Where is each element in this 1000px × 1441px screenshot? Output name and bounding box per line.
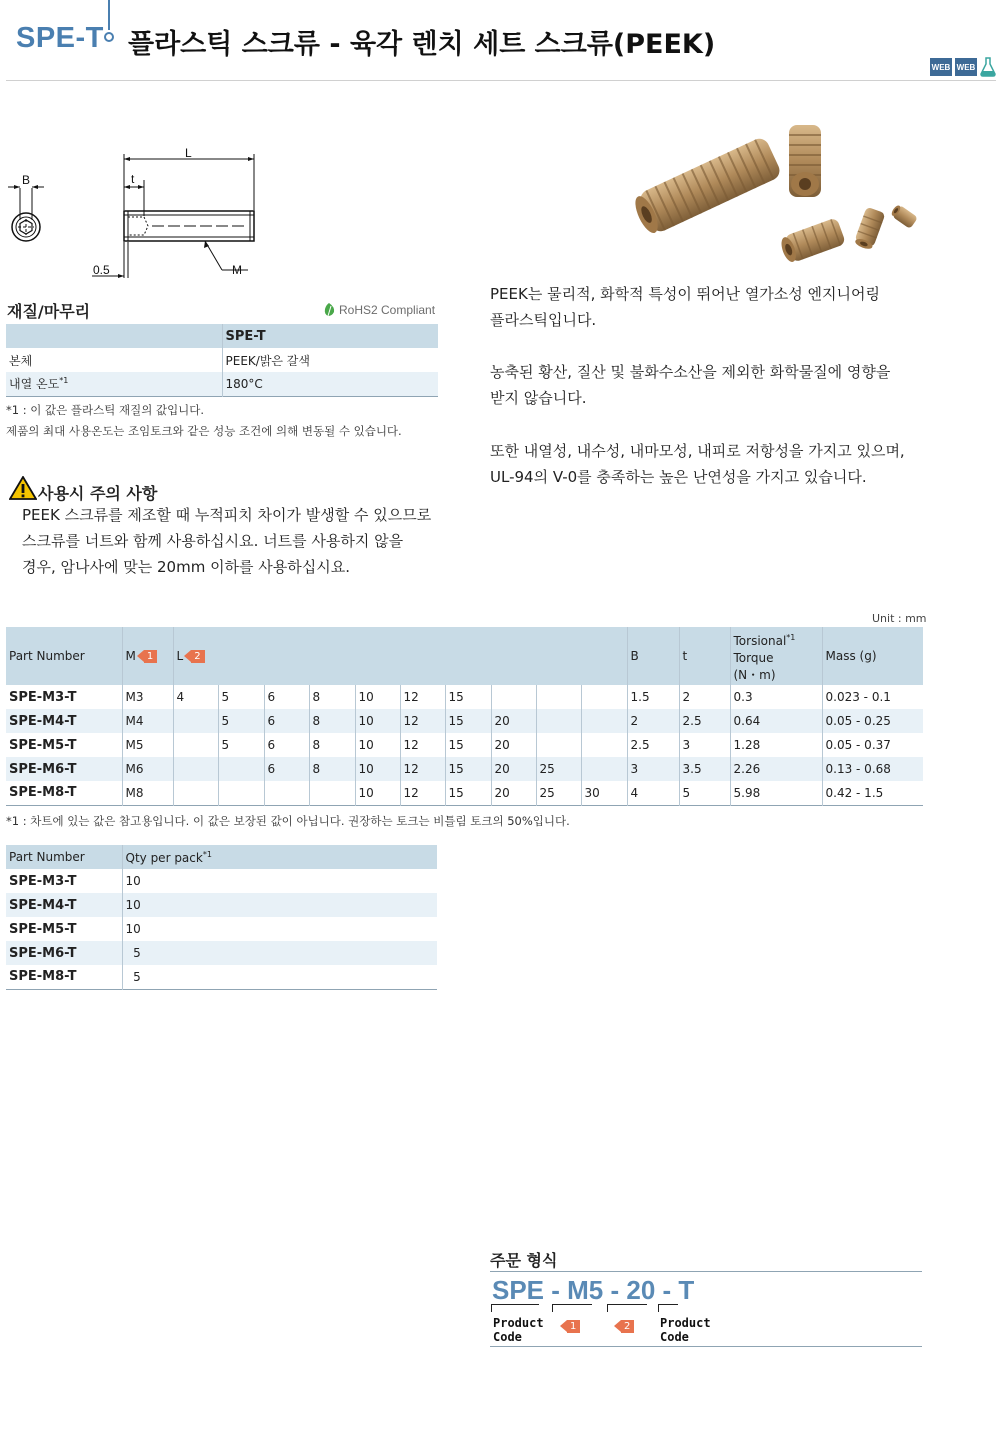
- material-note-1: *1 : 이 값은 플라스틱 재질의 값입니다.: [6, 403, 205, 417]
- t-cell: 5: [679, 781, 730, 805]
- qty-cell: 10: [125, 874, 141, 888]
- label-m: M: [232, 263, 242, 277]
- l-cell: 15: [445, 781, 491, 805]
- m-cell: M3: [122, 685, 173, 709]
- l-cell: 12: [400, 709, 445, 733]
- table-row: [6, 685, 923, 709]
- material-label: 내열 온도$^{*1}$: [6, 372, 222, 396]
- header-divider: [6, 80, 996, 81]
- table-row: [6, 348, 438, 372]
- table-row: [6, 781, 923, 805]
- b-cell: 2: [627, 709, 679, 733]
- tag-1: 1: [144, 650, 157, 663]
- b-cell: 3: [627, 757, 679, 781]
- l-cell: 20: [491, 733, 536, 757]
- l-cell: [173, 733, 218, 757]
- header-cell: SPE-T: [222, 324, 438, 348]
- material-label: 본체: [6, 348, 222, 372]
- table-row: [6, 917, 437, 941]
- l-cell: [218, 781, 264, 805]
- header-t: t: [679, 627, 730, 685]
- label-t: t: [131, 172, 135, 186]
- b-cell: 1.5: [627, 685, 679, 709]
- m-cell: M8: [122, 781, 173, 805]
- material-note-2: 제품의 최대 사용온도는 조임토크와 같은 성능 조건에 의해 변동될 수 있습니다.: [6, 424, 402, 438]
- header-mass: Mass (g): [822, 627, 923, 685]
- l-cell: 5: [218, 733, 264, 757]
- table-row: [6, 372, 438, 396]
- mass-cell: 0.05 - 0.37: [825, 738, 891, 752]
- qty-table: [6, 845, 437, 990]
- order-title: 주문 형식: [490, 1251, 558, 1270]
- label-0-5: 0.5: [93, 263, 110, 277]
- m-cell: M4: [122, 709, 173, 733]
- part-number-cell: SPE-M5-T: [6, 917, 122, 941]
- l-cell: 6: [264, 709, 309, 733]
- l-cell: [581, 757, 627, 781]
- qty-cell: 5: [122, 941, 437, 965]
- b-cell: 4: [627, 781, 679, 805]
- m-cell: M6: [122, 757, 173, 781]
- m-cell: M5: [122, 733, 173, 757]
- order-rule-top: [490, 1271, 922, 1272]
- t-cell: 2: [679, 685, 730, 709]
- label-l: L: [185, 146, 192, 160]
- l-cell: 6: [264, 685, 309, 709]
- caution-title: 사용시 주의 사항: [38, 484, 158, 503]
- qty-cell: 10: [122, 893, 437, 917]
- caution-line: 스크류를 너트와 함께 사용하십시요. 너트를 사용하지 않을: [22, 532, 404, 550]
- qty-cell: 10: [125, 922, 141, 936]
- l-cell: [536, 709, 581, 733]
- l-cell: 25: [536, 781, 581, 805]
- l-cell: 4: [173, 685, 218, 709]
- header-accent-dot: [104, 32, 114, 42]
- l-cell: [581, 685, 627, 709]
- torque-cell: 5.98: [730, 781, 822, 805]
- part-number-cell: SPE-M6-T: [6, 757, 122, 781]
- l-cell: 8: [309, 685, 355, 709]
- l-cell: [173, 781, 218, 805]
- l-cell: 8: [309, 709, 355, 733]
- mass-cell: 0.023 - 0.1: [825, 690, 891, 704]
- table-header: [6, 324, 438, 348]
- table-row: [6, 757, 923, 781]
- l-cell: 20: [491, 757, 536, 781]
- t-cell: 3.5: [679, 757, 730, 781]
- l-cell: [536, 685, 581, 709]
- part-number-cell: SPE-M8-T: [6, 965, 122, 989]
- tag-2: 2: [191, 650, 204, 663]
- caution-body: [22, 502, 442, 580]
- l-cell: 10: [355, 685, 400, 709]
- l-cell: 20: [491, 709, 536, 733]
- l-cell: [581, 709, 627, 733]
- qty-cell: 5: [125, 969, 141, 984]
- bracket: [491, 1304, 539, 1312]
- l-cell: [218, 757, 264, 781]
- torque-cell: 0.64: [730, 709, 822, 733]
- l-cell: [173, 709, 218, 733]
- order-tag-2: 2: [614, 1316, 634, 1335]
- flask-icon[interactable]: [980, 57, 996, 77]
- l-cell: [581, 733, 627, 757]
- bracket: [552, 1304, 592, 1312]
- material-table: [6, 324, 438, 397]
- technical-drawing: [0, 140, 280, 285]
- header-m: M 1: [122, 627, 173, 685]
- material-value: PEEK/밝은 갈색: [225, 353, 310, 368]
- l-cell: 25: [536, 757, 581, 781]
- table-row: [6, 869, 437, 893]
- rohs-badge: [322, 302, 435, 318]
- l-cell: 8: [309, 757, 355, 781]
- header-accent-line: [108, 0, 110, 30]
- table-header: [6, 845, 437, 869]
- l-cell: 15: [445, 733, 491, 757]
- part-number-cell: SPE-M3-T: [6, 869, 122, 893]
- torque-cell: 2.26: [730, 757, 822, 781]
- bracket: [607, 1304, 647, 1312]
- header-qty: Qty per pack$^{*1}$: [122, 845, 437, 869]
- product-code: SPE-T: [16, 22, 104, 54]
- part-number-cell: SPE-M4-T: [6, 709, 122, 733]
- order-label-product-code: Product Code: [660, 1316, 711, 1344]
- material-value: 180°C: [222, 372, 438, 396]
- order-label-product-code: Product Code: [493, 1316, 544, 1344]
- leaf-icon: [322, 302, 336, 318]
- l-cell: [536, 733, 581, 757]
- l-cell: 15: [445, 757, 491, 781]
- l-cell: [264, 781, 309, 805]
- torque-cell: 1.28: [730, 733, 822, 757]
- table-header: [6, 627, 923, 685]
- rohs-text: RoHS2 Compliant: [339, 303, 436, 317]
- part-number-cell: SPE-M3-T: [6, 685, 122, 709]
- l-cell: 5: [218, 709, 264, 733]
- header-torque: Torsional$^{*1}$ Torque (N・m): [730, 627, 822, 685]
- part-number-cell: SPE-M5-T: [6, 733, 122, 757]
- l-cell: [491, 685, 536, 709]
- warning-icon: [9, 476, 37, 500]
- table-row: [6, 733, 923, 757]
- material-heading: 재질/마무리: [7, 302, 91, 321]
- mass-cell: 0.05 - 0.25: [822, 709, 923, 733]
- header-part-number: Part Number: [6, 845, 122, 869]
- table-row: [6, 941, 437, 965]
- l-cell: 30: [581, 781, 627, 805]
- header-icons: [930, 57, 996, 77]
- caution-line: 경우, 암나사에 맞는 20mm 이하를 사용하십시요.: [22, 558, 351, 576]
- web-icon[interactable]: WEB: [955, 58, 977, 76]
- unit-label: Unit : mm: [872, 612, 927, 625]
- caution-line: PEEK 스크류를 제조할 때 누적피치 차이가 발생할 수 있으므로: [22, 506, 432, 524]
- description-paragraph: 또한 내열성, 내수성, 내마모성, 내피로 저항성을 가지고 있으며, UL-94의 V-0를 충족하는 높은 난연성을 가지고 있습니다.: [490, 442, 905, 486]
- l-cell: [173, 757, 218, 781]
- t-cell: 2.5: [679, 709, 730, 733]
- header-l: L 2: [173, 627, 627, 685]
- l-cell: 10: [355, 733, 400, 757]
- table-row: [6, 709, 923, 733]
- l-cell: 10: [355, 757, 400, 781]
- b-cell: 2.5: [627, 733, 679, 757]
- l-cell: 12: [400, 781, 445, 805]
- table-row: [6, 893, 437, 917]
- web-icon[interactable]: WEB: [930, 58, 952, 76]
- part-number-cell: SPE-M8-T: [6, 781, 122, 805]
- l-cell: 5: [218, 685, 264, 709]
- table-row: [6, 965, 437, 989]
- l-cell: 12: [400, 685, 445, 709]
- description-paragraph: PEEK는 물리적, 화학적 특성이 뛰어난 열가소성 엔지니어링 플라스틱입니다.: [490, 285, 880, 329]
- page-title: 플라스틱 스크류 - 육각 렌치 세트 스크류(PEEK): [128, 29, 716, 60]
- l-cell: 20: [491, 781, 536, 805]
- l-cell: 6: [264, 757, 309, 781]
- l-cell: 10: [355, 709, 400, 733]
- l-cell: 15: [445, 709, 491, 733]
- spec-footnote: *1 : 차트에 있는 값은 참고용입니다. 이 값은 보장된 값이 아닙니다. 권장하는 토크는 비틀림 토크의 50%입니다.: [6, 814, 570, 828]
- l-cell: 12: [400, 757, 445, 781]
- part-number-cell: SPE-M4-T: [6, 893, 122, 917]
- l-cell: 6: [264, 733, 309, 757]
- l-cell: 10: [355, 781, 400, 805]
- bracket: [658, 1304, 678, 1312]
- part-number-cell: SPE-M6-T: [6, 941, 122, 965]
- mass-cell: 0.13 - 0.68: [822, 757, 923, 781]
- l-cell: [309, 781, 355, 805]
- t-cell: 3: [679, 733, 730, 757]
- l-cell: 8: [309, 733, 355, 757]
- order-rule-bottom: [490, 1346, 922, 1347]
- label-b: B: [22, 173, 31, 187]
- header-part-number: Part Number: [6, 627, 122, 685]
- mass-cell: 0.42 - 1.5: [825, 785, 884, 800]
- order-tag-1: 1: [560, 1316, 580, 1335]
- product-photo: [630, 115, 930, 275]
- header-cell: [6, 324, 222, 348]
- description-paragraph: 농축된 황산, 질산 및 불화수소산을 제외한 화학물질에 영향을 받지 않습니다.: [490, 363, 891, 407]
- header-b: B: [627, 627, 679, 685]
- order-code: SPE - M5 - 20 - T: [492, 1275, 695, 1305]
- l-cell: 12: [400, 733, 445, 757]
- spec-table: [6, 627, 923, 806]
- torque-cell: 0.3: [730, 685, 822, 709]
- l-cell: 15: [445, 685, 491, 709]
